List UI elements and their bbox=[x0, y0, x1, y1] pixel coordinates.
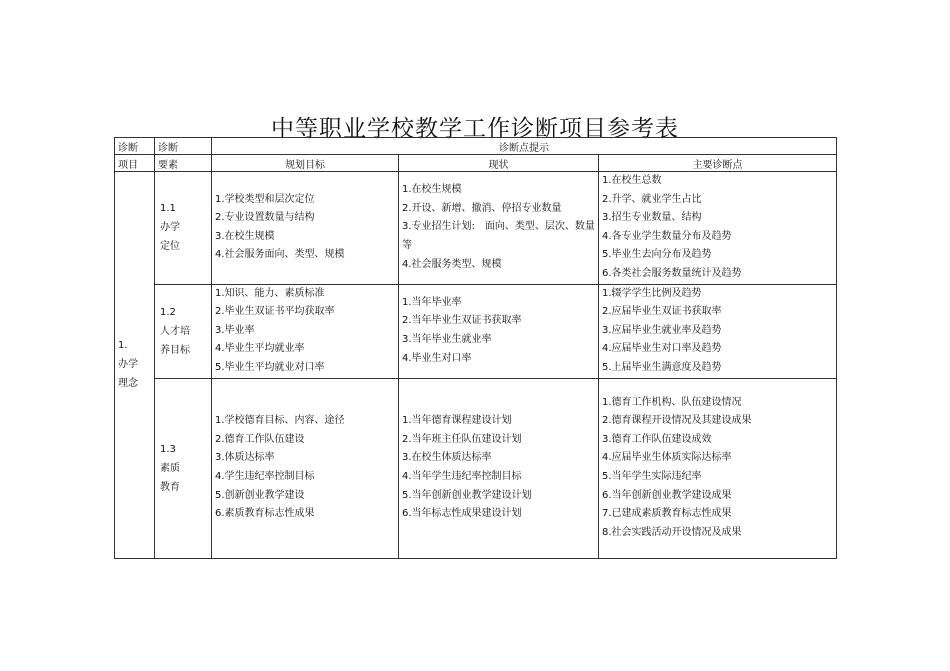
list-item: 4.毕业生平均就业率 bbox=[215, 343, 305, 355]
project-line: 1. bbox=[118, 340, 128, 352]
list-item: 1.学校德育目标、内容、途径 bbox=[215, 415, 345, 427]
list-item: 1.当年毕业率 bbox=[402, 296, 462, 308]
list-item: 3.德育工作队伍建设成效 bbox=[602, 433, 712, 445]
list-item: 4.当年学生违纪率控制目标 bbox=[402, 471, 522, 483]
header-project-2: 项目 bbox=[115, 155, 155, 172]
page-title: 中等职业学校教学工作诊断项目参考表 bbox=[271, 116, 679, 142]
header-row-2 bbox=[115, 155, 837, 172]
element-cell bbox=[155, 378, 212, 558]
table-row bbox=[115, 378, 837, 558]
list-item: 5.当年创新创业教学建设计划 bbox=[402, 489, 532, 501]
element-line: 养目标 bbox=[160, 344, 190, 356]
list-item: 3.专业招生计划: 面向、类型、层次、数量等 bbox=[402, 221, 595, 252]
element-line: 办学 bbox=[160, 222, 180, 234]
list-item: 2.德育课程开设情况及其建设成果 bbox=[602, 415, 752, 427]
list-item: 5.上届毕业生满意度及趋势 bbox=[602, 361, 722, 373]
list-item: 2.应届毕业生双证书获取率 bbox=[602, 306, 722, 318]
list-item: 2.当年毕业生双证书获取率 bbox=[402, 315, 522, 327]
list-item: 4.应届毕业生体质实际达标率 bbox=[602, 452, 732, 464]
header-group: 诊断点提示 bbox=[212, 138, 837, 155]
list-item: 3.应届毕业生就业率及趋势 bbox=[602, 324, 722, 336]
list-item: 7.已建成素质教育标志性成果 bbox=[602, 508, 732, 520]
list-item: 5.毕业生去向分布及趋势 bbox=[602, 249, 712, 261]
points-cell bbox=[599, 378, 837, 558]
element-line: 1.1 bbox=[160, 203, 176, 215]
header-status: 现状 bbox=[399, 155, 599, 172]
header-project: 诊断 bbox=[115, 138, 155, 155]
list-item: 1.学校类型和层次定位 bbox=[215, 193, 315, 205]
project-line: 办学 bbox=[118, 359, 138, 371]
list-item: 5.创新创业教学建设 bbox=[215, 489, 305, 501]
header-goals: 规划目标 bbox=[212, 155, 399, 172]
project-cell bbox=[115, 172, 155, 559]
diagnosis-table bbox=[114, 137, 837, 559]
element-cell bbox=[155, 172, 212, 285]
element-line: 教育 bbox=[160, 481, 180, 493]
list-item: 6.当年标志性成果建设计划 bbox=[402, 508, 522, 520]
header-element: 诊断 bbox=[155, 138, 212, 155]
list-item: 8.社会实践活动开设情况及成果 bbox=[602, 526, 742, 538]
list-item: 2.开设、新增、撤消、停招专业数量 bbox=[402, 202, 562, 214]
status-cell bbox=[399, 284, 599, 378]
list-item: 2.德育工作队伍建设 bbox=[215, 433, 305, 445]
list-item: 1.知识、能力、素质标准 bbox=[215, 287, 325, 299]
list-item: 2.专业设置数量与结构 bbox=[215, 212, 315, 224]
list-item: 4.应届毕业生对口率及趋势 bbox=[602, 343, 722, 355]
table-row bbox=[115, 172, 837, 285]
points-cell bbox=[599, 172, 837, 285]
header-element-2: 要素 bbox=[155, 155, 212, 172]
list-item: 3.毕业率 bbox=[215, 324, 255, 336]
list-item: 1.当年德育课程建设计划 bbox=[402, 415, 512, 427]
list-item: 4.学生违纪率控制目标 bbox=[215, 471, 315, 483]
list-item: 1.德育工作机构、队伍建设情况 bbox=[602, 396, 742, 408]
list-item: 2.毕业生双证书平均获取率 bbox=[215, 306, 335, 318]
goals-cell bbox=[212, 172, 399, 285]
element-line: 1.2 bbox=[160, 306, 176, 318]
list-item: 6.当年创新创业教学建设成果 bbox=[602, 489, 732, 501]
list-item: 3.当年毕业生就业率 bbox=[402, 334, 492, 346]
list-item: 4.各专业学生数量分布及趋势 bbox=[602, 230, 732, 242]
list-item: 1.辍学学生比例及趋势 bbox=[602, 287, 702, 299]
project-line: 理念 bbox=[118, 378, 138, 390]
list-item: 3.体质达标率 bbox=[215, 452, 275, 464]
goals-cell bbox=[212, 378, 399, 558]
goals-cell bbox=[212, 284, 399, 378]
list-item: 1.在校生总数 bbox=[602, 175, 662, 186]
element-line: 人才培 bbox=[160, 325, 190, 337]
list-item: 4.社会服务类型、规模 bbox=[402, 258, 502, 270]
list-item: 6.各类社会服务数量统计及趋势 bbox=[602, 267, 742, 279]
table-row bbox=[115, 284, 837, 378]
list-item: 5.毕业生平均就业对口率 bbox=[215, 361, 325, 373]
list-item: 4.毕业生对口率 bbox=[402, 352, 472, 364]
element-line: 定位 bbox=[160, 241, 180, 253]
list-item: 4.社会服务面向、类型、规模 bbox=[215, 249, 345, 261]
list-item: 2.当年班主任队伍建设计划 bbox=[402, 433, 522, 445]
header-row-1 bbox=[115, 138, 837, 155]
list-item: 1.在校生规模 bbox=[402, 184, 462, 196]
status-cell bbox=[399, 378, 599, 558]
list-item: 3.在校生规模 bbox=[215, 230, 275, 242]
header-points: 主要诊断点 bbox=[599, 155, 837, 172]
list-item: 3.招生专业数量、结构 bbox=[602, 212, 702, 224]
list-item: 3.在校生体质达标率 bbox=[402, 452, 492, 464]
element-line: 1.3 bbox=[160, 443, 176, 455]
list-item: 5.当年学生实际违纪率 bbox=[602, 471, 702, 483]
list-item: 6.素质教育标志性成果 bbox=[215, 508, 315, 520]
element-line: 素质 bbox=[160, 462, 180, 474]
points-cell bbox=[599, 284, 837, 378]
element-cell bbox=[155, 284, 212, 378]
list-item: 2.升学、就业学生占比 bbox=[602, 193, 702, 205]
status-cell bbox=[399, 172, 599, 285]
